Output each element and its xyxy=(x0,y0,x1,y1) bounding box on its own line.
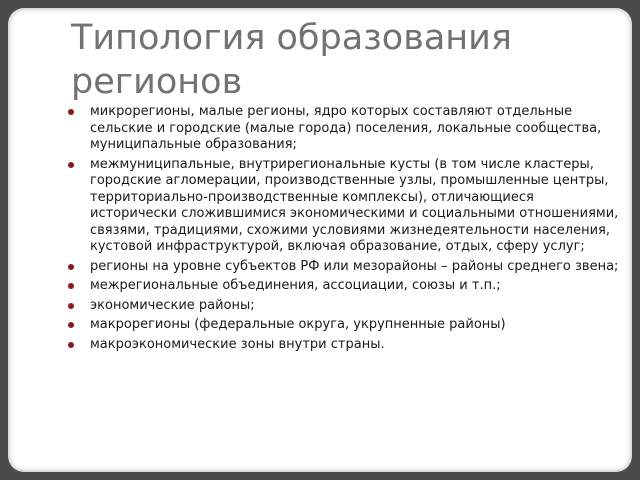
bullet-dot-icon xyxy=(68,283,74,289)
list-item xyxy=(66,259,621,276)
bullet-dot-icon xyxy=(68,342,74,348)
bullet-text: межрегиональные объединения, ассоциации, союзы и т.п.; xyxy=(90,278,501,293)
bullet-list xyxy=(66,104,621,356)
bullet-text: регионы на уровне субъектов РФ или мезорайоны – районы среднего звена; xyxy=(90,258,619,274)
bullet-dot-icon xyxy=(68,162,74,168)
bullet-text: экономические районы; xyxy=(90,297,255,313)
bullet-dot-icon xyxy=(68,303,74,309)
list-item xyxy=(66,157,621,256)
slide-title: Типология образования регионов xyxy=(71,18,512,102)
list-item xyxy=(66,298,621,315)
bullet-dot-icon xyxy=(68,322,74,328)
list-item xyxy=(66,317,621,334)
bullet-dot-icon xyxy=(68,264,74,270)
bullet-text: макрорегионы (федеральные округа, укрупненные районы) xyxy=(90,317,506,332)
slide-canvas xyxy=(8,8,632,472)
list-item xyxy=(66,337,621,354)
bullet-text: микрорегионы, малые регионы, ядро которых составляют отдельные сельские и городские (малые города) поселения, локальные сообщества, муниципальные образования; xyxy=(90,104,602,152)
bullet-dot-icon xyxy=(68,109,74,115)
bullet-text: макроэкономические зоны внутри страны. xyxy=(90,336,385,352)
bullet-text: межмуниципальные, внутрирегиональные кусты (в том числе кластеры, городские агломерации, производственные узлы, промышленные центры, территориально-производственные комплексы), отличающиеся исторически сложившимися экономическими и социальными отношениями, связями, традициями, схожими условиями жизнедеятельности населения, кустовой инфраструктурой, включая образование, отдых, сферу услуг; xyxy=(90,156,619,254)
list-item xyxy=(66,104,621,154)
list-item xyxy=(66,278,621,295)
